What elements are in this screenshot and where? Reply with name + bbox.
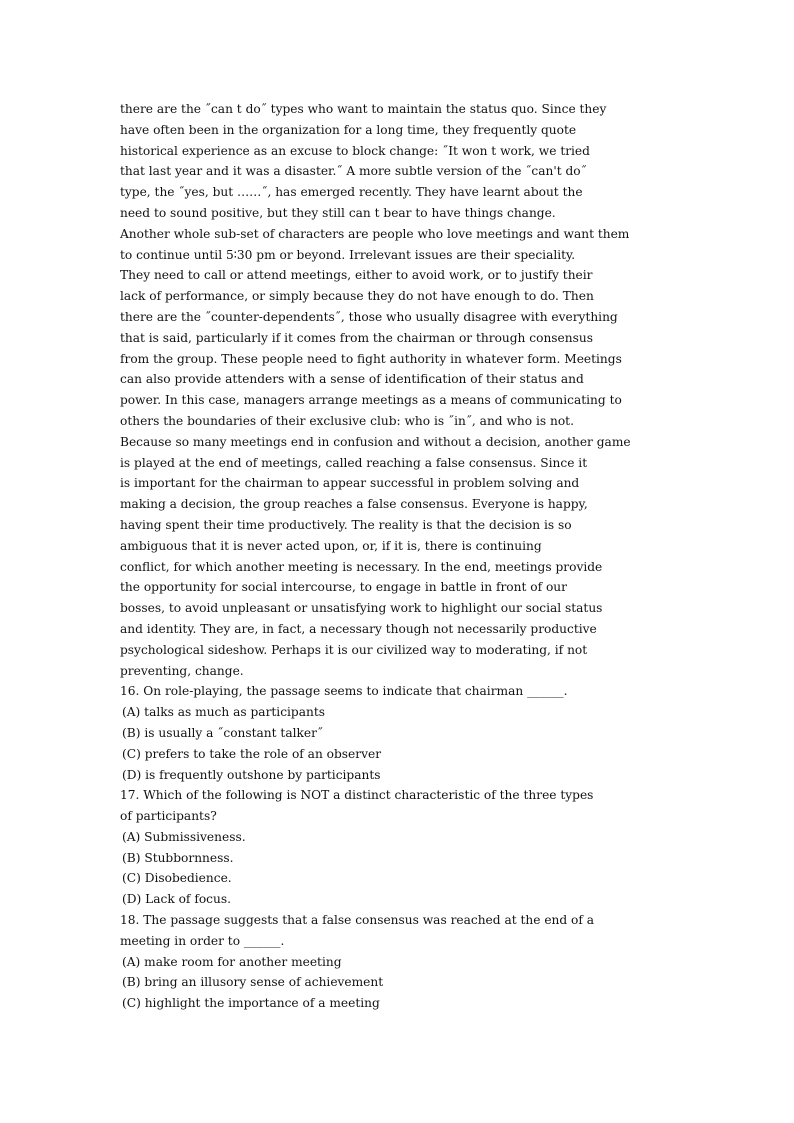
passage-line: They need to call or attend meetings, either to avoid work, or to justify their [120, 268, 593, 283]
question-stem: 17. Which of the following is NOT a distinct characteristic of the three types [120, 788, 594, 803]
passage-line: bosses, to avoid unpleasant or unsatisfying work to highlight our social status [120, 601, 603, 616]
passage-line: lack of performance, or simply because they do not have enough to do. Then [120, 289, 594, 304]
passage-line: Because so many meetings end in confusion and without a decision, another game [120, 434, 631, 449]
passage-line: Another whole sub-set of characters are people who love meetings and want them [120, 226, 630, 241]
passage-line: preventing, change. [120, 663, 244, 678]
passage-line: from the group. These people need to fight authority in whatever form. Meetings [120, 351, 622, 366]
question-stem: meeting in order to ______. [120, 933, 285, 948]
passage-line: historical experience as an excuse to block change: ˝It won t work, we tried [120, 143, 590, 158]
passage-line: is played at the end of meetings, called reaching a false consensus. Since it [120, 455, 588, 470]
question-list [120, 681, 680, 1014]
answer-option: (A) make room for another meeting [122, 954, 342, 969]
passage-line: there are the ˝counter-dependents˝, those who usually disagree with everything [120, 309, 618, 324]
passage-line: there are the ˝can t do˝ types who want to maintain the status quo. Since they [120, 102, 607, 116]
reading-passage [120, 99, 680, 681]
answer-option: (C) Disobedience. [122, 871, 232, 886]
passage-line: conflict, for which another meeting is necessary. In the end, meetings provide [120, 559, 603, 574]
passage-line: have often been in the organization for a long time, they frequently quote [120, 122, 577, 137]
answer-option: (B) bring an illusory sense of achievement [122, 975, 384, 990]
question-block [120, 785, 680, 910]
passage-line: to continue until 5∶30 pm or beyond. Irrelevant issues are their speciality. [120, 247, 576, 262]
answer-option: (B) is usually a ˝constant talker˝ [122, 725, 324, 740]
question-stem: 18. The passage suggests that a false consensus was reached at the end of a [120, 913, 595, 928]
question-stem: of participants? [120, 809, 217, 824]
passage-line: need to sound positive, but they still can t bear to have things change. [120, 205, 556, 220]
passage-line: can also provide attenders with a sense of identification of their status and [120, 372, 584, 387]
answer-option: (D) is frequently outshone by participants [122, 767, 381, 782]
passage-line: and identity. They are, in fact, a necessary though not necessarily productive [120, 621, 597, 636]
answer-option: (D) Lack of focus. [122, 892, 231, 907]
passage-line: is important for the chairman to appear successful in problem solving and [120, 476, 580, 491]
passage-line: type, the ˝yes, but ……˝, has emerged recently. They have learnt about the [120, 185, 583, 200]
question-block [120, 910, 680, 1014]
passage-line: having spent their time productively. The reality is that the decision is so [120, 517, 572, 532]
passage-line: psychological sideshow. Perhaps it is our civilized way to moderating, if not [120, 642, 588, 657]
answer-option: (C) highlight the importance of a meeting [122, 996, 380, 1011]
passage-line: that last year and it was a disaster.˝ A more subtle version of the ˝can't do˝ [120, 164, 587, 179]
passage-line: others the boundaries of their exclusive club: who is ˝in˝, and who is not. [120, 413, 574, 428]
answer-option: (B) Stubbornness. [122, 850, 234, 865]
passage-line: power. In this case, managers arrange meetings as a means of communicating to [120, 393, 622, 408]
question-block [120, 681, 680, 785]
answer-option: (C) prefers to take the role of an observer [122, 746, 382, 761]
document-page [120, 99, 680, 1014]
passage-line: the opportunity for social intercourse, to engage in battle in front of our [120, 580, 567, 595]
passage-line: making a decision, the group reaches a false consensus. Everyone is happy, [120, 497, 588, 512]
answer-option: (A) Submissiveness. [122, 829, 246, 844]
passage-line: ambiguous that it is never acted upon, or, if it is, there is continuing [120, 538, 542, 553]
answer-option: (A) talks as much as participants [122, 705, 325, 720]
question-stem: 16. On role-playing, the passage seems to indicate that chairman ______. [120, 684, 568, 699]
passage-line: that is said, particularly if it comes from the chairman or through consensus [120, 330, 593, 345]
